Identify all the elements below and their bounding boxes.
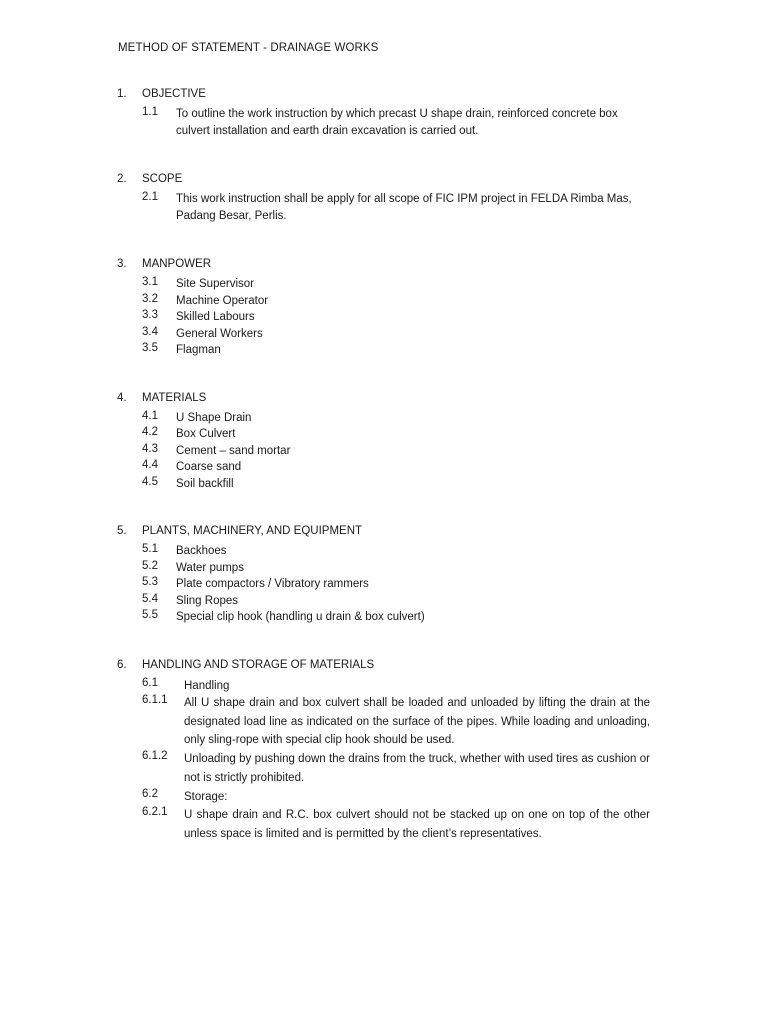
list-item [142, 694, 650, 750]
item-number: 4.5 [142, 476, 158, 488]
item-number: 6.1.2 [142, 750, 168, 762]
item-number: 4.2 [142, 426, 158, 438]
item-text: Coarse sand [176, 461, 242, 473]
list-item [142, 806, 650, 843]
item-text: This work instruction shall be apply for all scope of FIC IPM project in FELDA Rimba Mas, Padang Besar, Perlis. [176, 193, 632, 222]
item-number: 6.1.1 [142, 694, 168, 706]
item-number: 5.4 [142, 593, 158, 605]
item-text: All U shape drain and box culvert shall be loaded and unloaded by lifting the drain at the designated load line as indicated on the surface of the pipes. While loading and unloading, only sling-rope with special clip hook should be used. [184, 697, 650, 746]
item-number: 4.3 [142, 443, 158, 455]
item-number: 6.1 [142, 677, 158, 689]
list-item [142, 191, 652, 225]
item-text: Water pumps [176, 562, 244, 574]
item-text: To outline the work instruction by which precast U shape drain, reinforced concrete box culvert installation and earth drain excavation is carried out. [176, 108, 618, 137]
section-number: 4. [117, 392, 127, 404]
item-text: Site Supervisor [176, 278, 254, 290]
item-text: Flagman [176, 344, 221, 356]
list-item [142, 476, 652, 493]
item-number: 4.4 [142, 459, 158, 471]
list-item [142, 426, 652, 443]
item-text: Handling [184, 680, 230, 692]
list-item [142, 443, 652, 460]
item-number: 5.5 [142, 609, 158, 621]
section-title: MATERIALS [142, 392, 207, 404]
list-item [142, 410, 652, 427]
item-number: 3.5 [142, 342, 158, 354]
item-text: U shape drain and R.C. box culvert should not be stacked up on one on top of the other unless space is limited and is permitted by the client’s representatives. [184, 809, 650, 840]
item-text: Machine Operator [176, 295, 269, 307]
list-item [142, 677, 650, 696]
item-number: 2.1 [142, 191, 158, 203]
item-text: Box Culvert [176, 428, 236, 440]
list-item [142, 342, 652, 359]
section-number: 5. [117, 525, 127, 537]
item-text: Storage: [184, 791, 228, 803]
item-number: 4.1 [142, 410, 158, 422]
section-title: HANDLING AND STORAGE OF MATERIALS [142, 659, 375, 671]
item-number: 5.2 [142, 560, 158, 572]
item-text: Unloading by pushing down the drains from the truck, whether with used tires as cushion or not is strictly prohibited. [184, 753, 650, 784]
list-item [142, 788, 650, 807]
item-text: U Shape Drain [176, 412, 252, 424]
section-title: MANPOWER [142, 258, 211, 270]
list-item [142, 309, 652, 326]
item-text: Soil backfill [176, 478, 234, 490]
section-number: 1. [117, 88, 127, 100]
item-number: 6.2 [142, 788, 158, 800]
item-text: Backhoes [176, 545, 227, 557]
section-number: 3. [117, 258, 127, 270]
item-number: 5.3 [142, 576, 158, 588]
item-number: 1.1 [142, 106, 158, 118]
section-title: SCOPE [142, 173, 183, 185]
list-item [142, 576, 652, 593]
item-text: Sling Ropes [176, 595, 239, 607]
item-number: 3.1 [142, 276, 158, 288]
list-item [142, 293, 652, 310]
list-item [142, 276, 652, 293]
item-number: 5.1 [142, 543, 158, 555]
list-item [142, 750, 650, 787]
item-number: 3.3 [142, 309, 158, 321]
item-number: 3.2 [142, 293, 158, 305]
item-text: Plate compactors / Vibratory rammers [176, 578, 369, 590]
list-item [142, 543, 652, 560]
list-item [142, 609, 652, 626]
item-text: Skilled Labours [176, 311, 255, 323]
item-number: 6.2.1 [142, 806, 168, 818]
list-item [142, 593, 652, 610]
item-text: General Workers [176, 328, 263, 340]
document-title: METHOD OF STATEMENT - DRAINAGE WORKS [118, 42, 379, 54]
item-text: Special clip hook (handling u drain & box culvert) [176, 611, 425, 623]
section-number: 6. [117, 659, 127, 671]
list-item [142, 560, 652, 577]
section-title: OBJECTIVE [142, 88, 206, 100]
item-number: 3.4 [142, 326, 158, 338]
list-item [142, 326, 652, 343]
section-number: 2. [117, 173, 127, 185]
section-title: PLANTS, MACHINERY, AND EQUIPMENT [142, 525, 363, 537]
list-item [142, 459, 652, 476]
list-item [142, 106, 652, 140]
item-text: Cement – sand mortar [176, 445, 291, 457]
